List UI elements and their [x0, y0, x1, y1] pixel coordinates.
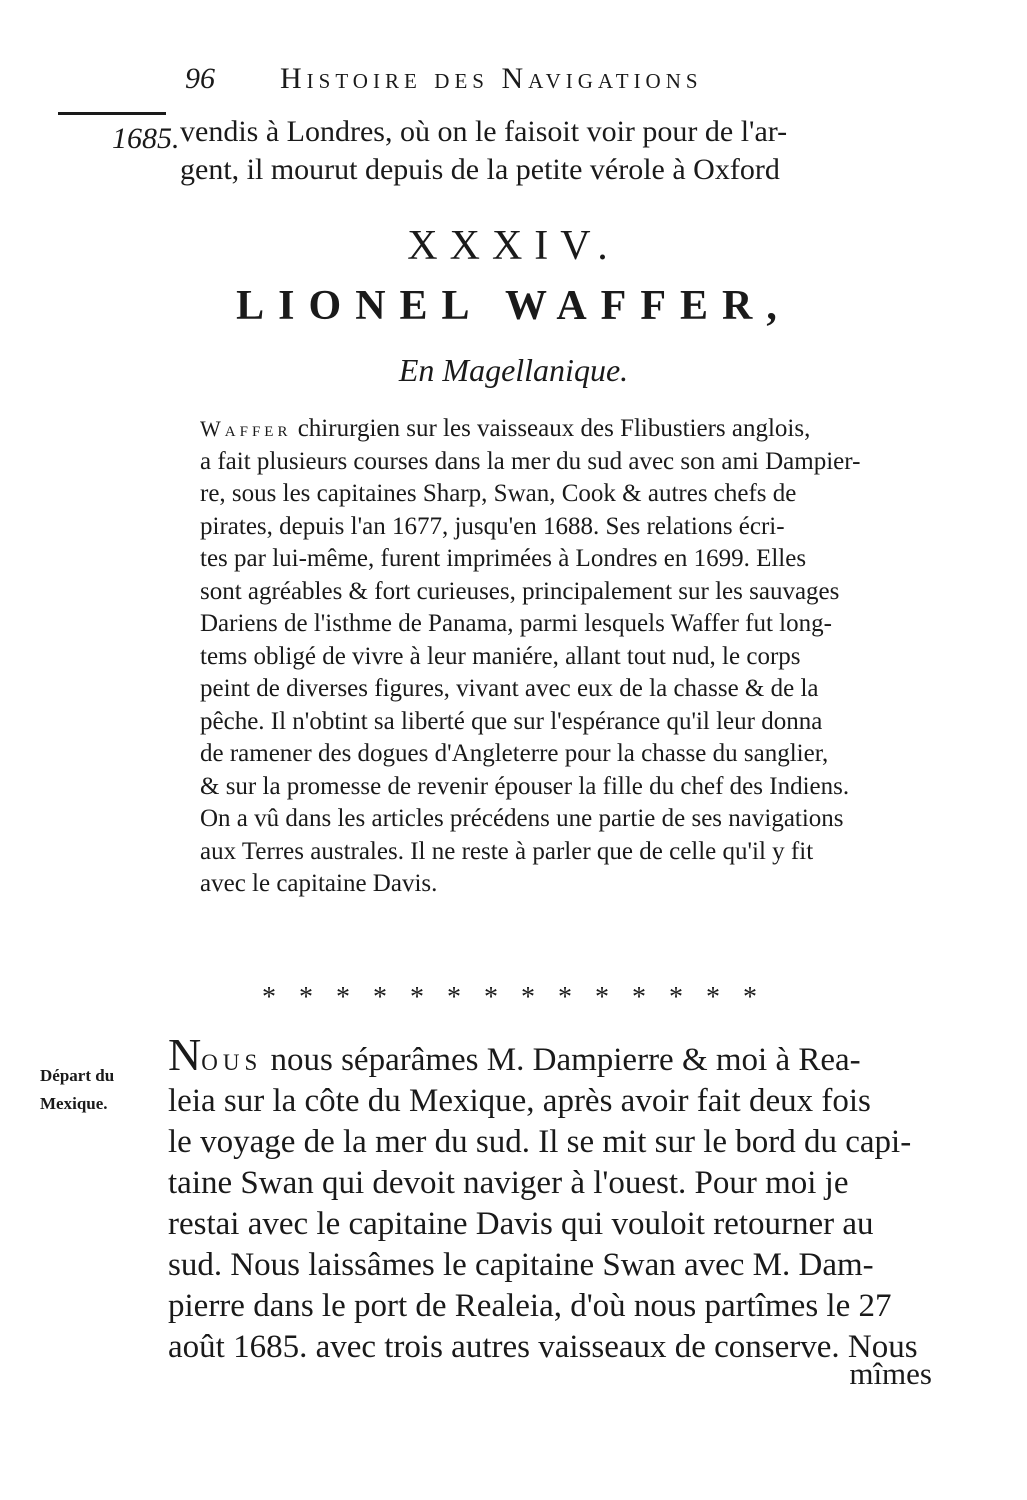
text-line: peint de diverses figures, vivant avec eux de la chasse & de la [200, 675, 819, 702]
lead-word: ous [201, 1042, 263, 1078]
text-line: pêche. Il n'obtint sa liberté que sur l'espérance qu'il leur donna [200, 707, 823, 735]
text-line: a fait plusieurs courses dans la mer du sud avec son ami Dampier- [200, 447, 861, 475]
text-line [200, 413, 940, 446]
intro-first-word: Waffer [200, 416, 292, 441]
text-line: de ramener des dogues d'Angleterre pour la chasse du sanglier, [200, 740, 829, 767]
text-line: pierre dans le port de Realeia, d'où nous partîmes le 27 [168, 1288, 892, 1324]
text-line: le voyage de la mer du sud. Il se mit sur le bord du capi- [168, 1124, 912, 1160]
text-line: sont agréables & fort curieuses, principalement sur les sauvages [200, 577, 840, 605]
text-line: & sur la promesse de revenir épouser la fille du chef des Indiens. [200, 772, 850, 800]
narrative-paragraph [168, 1040, 938, 1368]
text-line: aux Terres australes. Il ne reste à parler que de celle qu'il y fit [200, 837, 814, 865]
text-line: restai avec le capitaine Davis qui vouloit retourner au [168, 1206, 874, 1242]
margin-year: 1685. [112, 122, 180, 155]
text-line: On a vû dans les articles précédens une partie de ses navigations [200, 805, 844, 832]
text-line: sud. Nous laissâmes le capitaine Swan avec M. Dam- [168, 1247, 874, 1283]
margin-note-line: Départ du [40, 1066, 115, 1085]
text-line: Dariens de l'isthme de Panama, parmi lesquels Waffer fut long- [200, 610, 832, 637]
drop-cap: N [168, 1040, 202, 1080]
text-line: leia sur la côte du Mexique, après avoir fait deux fois [168, 1083, 871, 1119]
continued-paragraph [180, 113, 940, 189]
text-line: août 1685. avec trois autres vaisseaux de conserve. Nous [168, 1329, 918, 1365]
header-rule [58, 112, 166, 115]
text-line: avec le capitaine Davis. [200, 870, 438, 897]
chapter-number: XXXIV. [407, 223, 620, 269]
chapter-subtitle: En Magellanique. [398, 352, 629, 388]
text-line: vendis à Londres, où on le faisoit voir pour de l'ar- [180, 115, 788, 148]
text-fragment: nous séparâmes M. Dampierre & moi à Rea- [262, 1042, 861, 1078]
text-line: gent, il mourut depuis de la petite vérole à Oxford [180, 153, 780, 186]
running-title: Histoire des Navigations [280, 62, 703, 95]
page-number: 96 [185, 62, 215, 95]
intro-paragraph [200, 413, 940, 901]
text-line: tes par lui-même, furent imprimées à Londres en 1699. Elles [200, 545, 807, 572]
text-line [168, 1040, 938, 1081]
catchword: mîmes [849, 1356, 932, 1391]
text-fragment: chirurgien sur les vaisseaux des Flibustiers anglois, [291, 415, 811, 442]
asterisk-separator: * * * * * * * * * * * * * * [262, 982, 765, 1013]
text-line: taine Swan qui devoit naviger à l'ouest. Pour moi je [168, 1165, 849, 1201]
margin-note-line: Mexique. [40, 1094, 108, 1113]
page-header [185, 62, 885, 102]
margin-note [40, 1062, 160, 1118]
text-line: pirates, depuis l'an 1677, jusqu'en 1688. Ses relations écri- [200, 512, 785, 540]
text-line: tems obligé de vivre à leur maniére, allant tout nud, le corps [200, 642, 801, 670]
chapter-title: LIONEL WAFFER, [236, 283, 791, 329]
text-line: re, sous les capitaines Sharp, Swan, Cook & autres chefs de [200, 480, 797, 507]
